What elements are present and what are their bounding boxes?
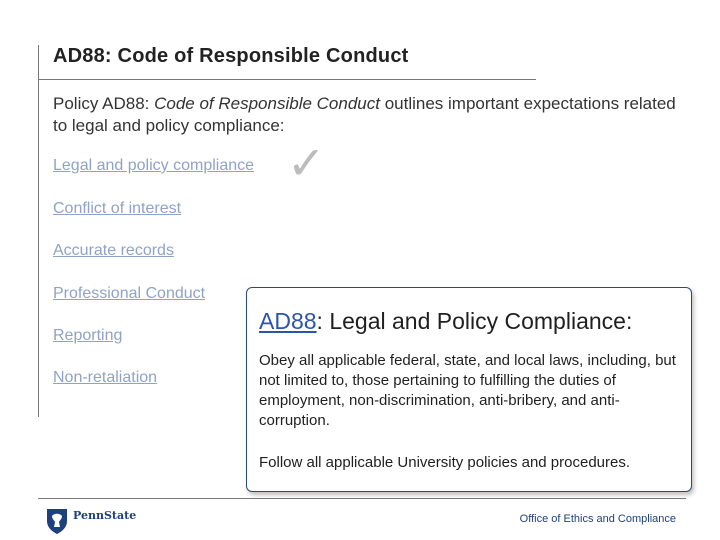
policy-detail-card (246, 287, 692, 492)
intro-prefix: Policy AD88: (53, 94, 155, 113)
intro-suffix: outlines important expectations related to legal and policy compliance: (53, 94, 676, 135)
link-professional-conduct[interactable]: Professional Conduct (53, 285, 206, 302)
card-title-ad88-link[interactable]: AD88 (259, 308, 317, 334)
card-paragraph-laws: Obey all applicable federal, state, and local laws, including, but not limited to, those pertaining to fulfilling the duties of employment, non-discrimination, anti-bribery, and anti-corruption. (259, 352, 676, 429)
slide-title: AD88: Code of Responsible Conduct (53, 45, 409, 67)
intro-paragraph (53, 93, 683, 137)
card-title (259, 308, 632, 335)
link-accurate-records[interactable]: Accurate records (53, 242, 174, 259)
card-paragraph-policies: Follow all applicable University policies and procedures. (259, 454, 631, 471)
intro-policy-name: Code of Responsible Conduct (154, 94, 380, 113)
link-reporting[interactable]: Reporting (53, 327, 123, 344)
nittany-lion-shield-icon (45, 507, 69, 535)
pennstate-logo (45, 507, 136, 535)
logo-wordmark: PennState (73, 508, 137, 522)
footer-rule (38, 498, 686, 499)
link-conflict-of-interest[interactable]: Conflict of interest (53, 200, 182, 217)
left-vertical-rule (38, 45, 39, 417)
link-non-retaliation[interactable]: Non-retaliation (53, 369, 158, 386)
link-legal-policy-compliance[interactable]: Legal and policy compliance (53, 157, 255, 174)
office-footer-text: Office of Ethics and Compliance (519, 513, 676, 525)
title-underline-rule (38, 79, 536, 80)
card-title-text: : Legal and Policy Compliance: (316, 308, 633, 334)
checkmark-icon: ✓ (287, 137, 326, 189)
